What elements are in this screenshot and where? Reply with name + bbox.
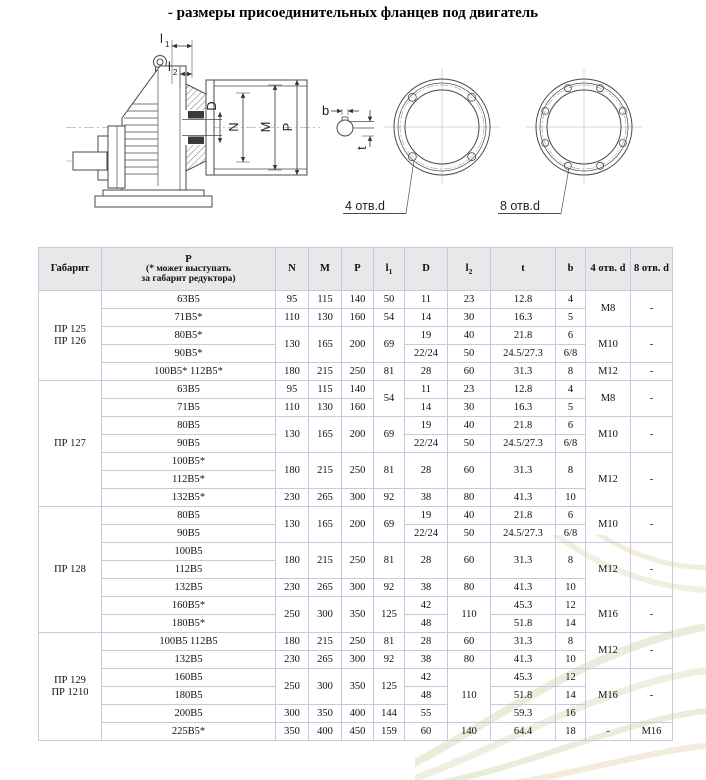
dim-label-P: P <box>280 122 295 132</box>
value-cell: 48 <box>405 615 448 633</box>
value-cell: 160 <box>342 309 374 327</box>
value-cell: 125 <box>374 597 405 633</box>
value-cell: 215 <box>309 453 342 489</box>
table-row <box>39 381 673 399</box>
value-cell: 110 <box>276 399 309 417</box>
value-cell: 40 <box>448 417 491 435</box>
col-header-gabarit: Габарит <box>39 248 102 291</box>
designation-cell: 63B5 <box>102 381 276 399</box>
group-label <box>39 507 102 633</box>
value-cell: 81 <box>374 543 405 579</box>
value-cell: 31.3 <box>491 453 556 489</box>
value-cell: 450 <box>342 723 374 741</box>
value-cell: 23 <box>448 291 491 309</box>
value-cell: - <box>631 507 673 543</box>
value-cell: 23 <box>448 381 491 399</box>
value-cell: 215 <box>309 633 342 651</box>
value-cell: 140 <box>342 381 374 399</box>
value-cell: 115 <box>309 291 342 309</box>
value-cell: 64.4 <box>491 723 556 741</box>
value-cell: 12 <box>556 669 586 687</box>
value-cell: 28 <box>405 633 448 651</box>
value-cell: 24.5/27.3 <box>491 435 556 453</box>
value-cell: 30 <box>448 399 491 417</box>
value-cell: 60 <box>405 723 448 741</box>
value-cell: 11 <box>405 381 448 399</box>
col-header-l2-main: l <box>465 262 469 274</box>
value-cell: 250 <box>342 453 374 489</box>
value-cell: 200 <box>342 327 374 363</box>
technical-drawing <box>0 26 706 250</box>
value-cell: 250 <box>276 669 309 705</box>
flange-4-holes-label: 4 отв.d <box>345 199 385 213</box>
value-cell: 400 <box>342 705 374 723</box>
col-header-b: b <box>556 248 586 291</box>
value-cell: 24.5/27.3 <box>491 525 556 543</box>
table-row <box>39 579 673 597</box>
value-cell: 8 <box>556 453 586 489</box>
value-cell: 14 <box>556 687 586 705</box>
col-header-D: D <box>405 248 448 291</box>
value-cell: 14 <box>405 309 448 327</box>
value-cell: 6/8 <box>556 435 586 453</box>
value-cell: 41.3 <box>491 651 556 669</box>
dim-label-t: t <box>354 146 369 150</box>
group-label <box>39 633 102 741</box>
table-row <box>39 543 673 561</box>
value-cell: 300 <box>276 705 309 723</box>
flange-dimensions-table <box>38 247 673 741</box>
value-cell: 250 <box>276 597 309 633</box>
value-cell: 14 <box>556 615 586 633</box>
value-cell: 350 <box>309 705 342 723</box>
value-cell: M12 <box>586 543 631 597</box>
col-header-l1-sub: 1 <box>388 266 393 276</box>
value-cell: 40 <box>448 507 491 525</box>
value-cell: 38 <box>405 579 448 597</box>
value-cell: 51.8 <box>491 615 556 633</box>
value-cell: 31.3 <box>491 543 556 579</box>
designation-cell: 100B5* <box>102 453 276 471</box>
value-cell: 130 <box>276 507 309 543</box>
value-cell: M12 <box>586 453 631 507</box>
value-cell: 81 <box>374 453 405 489</box>
value-cell: 19 <box>405 507 448 525</box>
value-cell: 180 <box>276 363 309 381</box>
dim-label-l2: l <box>168 59 171 74</box>
value-cell: 8 <box>556 363 586 381</box>
value-cell: 250 <box>342 633 374 651</box>
col-header-8otv: 8 отв. d <box>631 248 673 291</box>
value-cell: 48 <box>405 687 448 705</box>
value-cell: 110 <box>276 309 309 327</box>
value-cell: M10 <box>586 327 631 363</box>
designation-cell: 200B5 <box>102 705 276 723</box>
table-row <box>39 705 673 723</box>
value-cell: 50 <box>448 345 491 363</box>
value-cell: 60 <box>448 453 491 489</box>
value-cell: - <box>631 381 673 417</box>
value-cell: 80 <box>448 489 491 507</box>
value-cell: - <box>631 417 673 453</box>
table-row <box>39 291 673 309</box>
value-cell: 22/24 <box>405 525 448 543</box>
value-cell: 31.3 <box>491 633 556 651</box>
designation-cell: 180B5 <box>102 687 276 705</box>
value-cell: 42 <box>405 669 448 687</box>
value-cell: 250 <box>342 363 374 381</box>
value-cell: M12 <box>586 363 631 381</box>
group-label-line: ПР 1210 <box>51 686 89 698</box>
value-cell: 180 <box>276 633 309 651</box>
value-cell: 5 <box>556 309 586 327</box>
designation-cell: 90B5* <box>102 345 276 363</box>
value-cell: 21.8 <box>491 327 556 345</box>
col-header-l2-sub: 2 <box>468 266 473 276</box>
value-cell: 300 <box>342 651 374 669</box>
value-cell: 230 <box>276 579 309 597</box>
value-cell: 92 <box>374 489 405 507</box>
designation-cell: 100B5* 112B5* <box>102 363 276 381</box>
col-header-designation <box>102 248 276 291</box>
value-cell: 28 <box>405 543 448 579</box>
value-cell: 22/24 <box>405 345 448 363</box>
table-row <box>39 669 673 687</box>
value-cell: M16 <box>631 723 673 741</box>
designation-cell: 225B5* <box>102 723 276 741</box>
col-header-l1 <box>374 248 405 291</box>
col-header-designation-note1: (* может выступать <box>146 263 231 274</box>
table-row <box>39 507 673 525</box>
value-cell: 28 <box>405 363 448 381</box>
value-cell: 144 <box>374 705 405 723</box>
value-cell: - <box>631 363 673 381</box>
dim-label-N: N <box>226 122 241 132</box>
value-cell: - <box>631 597 673 633</box>
col-header-M: M <box>309 248 342 291</box>
group-label-line: ПР 128 <box>54 563 86 575</box>
table-row <box>39 597 673 615</box>
table-row <box>39 453 673 471</box>
group-label-line: ПР 127 <box>54 437 86 449</box>
value-cell: 60 <box>448 363 491 381</box>
dim-label-D: D <box>204 101 219 111</box>
col-header-l1-main: l <box>385 262 389 274</box>
value-cell: M10 <box>586 507 631 543</box>
value-cell: 69 <box>374 417 405 453</box>
col-header-l2 <box>448 248 491 291</box>
value-cell: 19 <box>405 417 448 435</box>
value-cell: 130 <box>276 327 309 363</box>
value-cell: 130 <box>309 399 342 417</box>
value-cell: 6/8 <box>556 345 586 363</box>
table-row <box>39 309 673 327</box>
value-cell: 45.3 <box>491 669 556 687</box>
value-cell: 250 <box>342 543 374 579</box>
value-cell: 265 <box>309 651 342 669</box>
value-cell: 230 <box>276 651 309 669</box>
value-cell: 59.3 <box>491 705 556 723</box>
value-cell: 11 <box>405 291 448 309</box>
designation-cell: 100B5 <box>102 543 276 561</box>
value-cell: 69 <box>374 507 405 543</box>
value-cell: 110 <box>448 597 491 633</box>
value-cell: 50 <box>448 435 491 453</box>
value-cell: 265 <box>309 579 342 597</box>
designation-cell: 90B5 <box>102 435 276 453</box>
value-cell: 6 <box>556 327 586 345</box>
dim-label-b: b <box>322 103 330 118</box>
value-cell: 54 <box>374 309 405 327</box>
value-cell: 180 <box>276 453 309 489</box>
designation-cell: 160B5 <box>102 669 276 687</box>
value-cell: 159 <box>374 723 405 741</box>
value-cell: 28 <box>405 453 448 489</box>
value-cell: - <box>631 543 673 597</box>
value-cell: 300 <box>342 489 374 507</box>
value-cell: 12.8 <box>491 381 556 399</box>
value-cell: 21.8 <box>491 417 556 435</box>
value-cell: - <box>586 723 631 741</box>
value-cell: 31.3 <box>491 363 556 381</box>
value-cell: 125 <box>374 669 405 705</box>
value-cell: 200 <box>342 507 374 543</box>
value-cell: 5 <box>556 399 586 417</box>
value-cell: M8 <box>586 291 631 327</box>
value-cell: 92 <box>374 651 405 669</box>
value-cell: 55 <box>405 705 448 723</box>
table-body <box>39 291 673 741</box>
value-cell: 115 <box>309 381 342 399</box>
value-cell: 16.3 <box>491 309 556 327</box>
value-cell: 130 <box>276 417 309 453</box>
group-label-line: ПР 125 <box>54 324 86 336</box>
designation-cell: 132B5 <box>102 651 276 669</box>
designation-cell: 112B5* <box>102 471 276 489</box>
designation-cell: 112B5 <box>102 561 276 579</box>
table-row <box>39 363 673 381</box>
value-cell: 4 <box>556 381 586 399</box>
value-cell: 16 <box>556 705 586 723</box>
value-cell: 8 <box>556 633 586 651</box>
value-cell: 95 <box>276 291 309 309</box>
group-label <box>39 291 102 381</box>
value-cell: - <box>631 327 673 363</box>
value-cell: M10 <box>586 417 631 453</box>
designation-cell: 100B5 112B5 <box>102 633 276 651</box>
value-cell: 12 <box>556 597 586 615</box>
value-cell: 130 <box>309 309 342 327</box>
flange-4-holes-view <box>343 69 500 214</box>
dim-label-l1-sub: 1 <box>165 40 170 49</box>
designation-cell: 80B5 <box>102 507 276 525</box>
flange-8-holes-label: 8 отв.d <box>500 199 540 213</box>
value-cell: 42 <box>405 597 448 615</box>
value-cell: 50 <box>448 525 491 543</box>
value-cell: - <box>631 633 673 669</box>
col-header-t: t <box>491 248 556 291</box>
designation-cell: 160B5* <box>102 597 276 615</box>
designation-cell: 132B5 <box>102 579 276 597</box>
dim-label-M: M <box>258 121 273 133</box>
value-cell: 10 <box>556 579 586 597</box>
page-title: - размеры присоединительных фланцев под двигатель <box>167 5 539 21</box>
value-cell: 41.3 <box>491 579 556 597</box>
value-cell: 140 <box>342 291 374 309</box>
designation-cell: 80B5* <box>102 327 276 345</box>
value-cell: M8 <box>586 381 631 417</box>
value-cell: 41.3 <box>491 489 556 507</box>
value-cell: 50 <box>374 291 405 309</box>
col-header-designation-main: Р <box>185 253 192 265</box>
value-cell: 95 <box>276 381 309 399</box>
group-label-line: ПР 129 <box>54 675 86 687</box>
flange-8-holes-view <box>498 69 642 214</box>
value-cell: 215 <box>309 363 342 381</box>
col-header-designation-note2: за габарит редуктора) <box>141 273 236 284</box>
value-cell: 92 <box>374 579 405 597</box>
value-cell: 165 <box>309 507 342 543</box>
value-cell: M16 <box>586 597 631 633</box>
value-cell: 19 <box>405 327 448 345</box>
value-cell: 81 <box>374 633 405 651</box>
col-header-P: P <box>342 248 374 291</box>
value-cell: 60 <box>448 543 491 579</box>
designation-cell: 80B5 <box>102 417 276 435</box>
value-cell: 8 <box>556 543 586 579</box>
value-cell: 45.3 <box>491 597 556 615</box>
value-cell: 38 <box>405 651 448 669</box>
value-cell: 140 <box>448 723 491 741</box>
value-cell: 60 <box>448 633 491 651</box>
designation-cell: 132B5* <box>102 489 276 507</box>
shaft-keyway-detail <box>322 103 374 150</box>
value-cell: 300 <box>342 579 374 597</box>
value-cell: 51.8 <box>491 687 556 705</box>
value-cell: 80 <box>448 651 491 669</box>
table-header <box>39 248 673 291</box>
table-row <box>39 723 673 741</box>
designation-cell: 63B5 <box>102 291 276 309</box>
value-cell: 40 <box>448 327 491 345</box>
value-cell: 14 <box>405 399 448 417</box>
value-cell: 300 <box>309 597 342 633</box>
col-header-4otv: 4 отв. d <box>586 248 631 291</box>
value-cell: 12.8 <box>491 291 556 309</box>
value-cell: - <box>631 453 673 507</box>
value-cell: 110 <box>448 669 491 723</box>
designation-cell: 71B5* <box>102 309 276 327</box>
table-row <box>39 399 673 417</box>
designation-cell: 180B5* <box>102 615 276 633</box>
value-cell: 10 <box>556 489 586 507</box>
value-cell: M16 <box>586 669 631 723</box>
group-label-line: ПР 126 <box>54 335 86 347</box>
value-cell: M12 <box>586 633 631 669</box>
value-cell: 18 <box>556 723 586 741</box>
value-cell: 22/24 <box>405 435 448 453</box>
value-cell: 350 <box>342 669 374 705</box>
value-cell: 215 <box>309 543 342 579</box>
value-cell: 6/8 <box>556 525 586 543</box>
value-cell: 200 <box>342 417 374 453</box>
designation-cell: 90B5 <box>102 525 276 543</box>
value-cell: 81 <box>374 363 405 381</box>
value-cell: 180 <box>276 543 309 579</box>
value-cell: 80 <box>448 579 491 597</box>
value-cell: 21.8 <box>491 507 556 525</box>
value-cell: - <box>631 669 673 723</box>
value-cell: 350 <box>342 597 374 633</box>
designation-cell: 71B5 <box>102 399 276 417</box>
table-row <box>39 489 673 507</box>
value-cell: 6 <box>556 417 586 435</box>
value-cell: 38 <box>405 489 448 507</box>
col-header-N: N <box>276 248 309 291</box>
value-cell: 400 <box>309 723 342 741</box>
value-cell: 350 <box>276 723 309 741</box>
value-cell: 30 <box>448 309 491 327</box>
table-row <box>39 633 673 651</box>
table-row <box>39 651 673 669</box>
value-cell: 230 <box>276 489 309 507</box>
value-cell: 10 <box>556 651 586 669</box>
group-label <box>39 381 102 507</box>
value-cell: 165 <box>309 327 342 363</box>
value-cell: 6 <box>556 507 586 525</box>
value-cell: - <box>631 291 673 327</box>
value-cell: 69 <box>374 327 405 363</box>
table-row <box>39 327 673 345</box>
table-row <box>39 417 673 435</box>
value-cell: 16.3 <box>491 399 556 417</box>
dim-label-l1: l <box>160 31 163 46</box>
value-cell: 54 <box>374 381 405 417</box>
value-cell: 265 <box>309 489 342 507</box>
value-cell: 24.5/27.3 <box>491 345 556 363</box>
value-cell: 4 <box>556 291 586 309</box>
dim-label-l2-sub: 2 <box>173 68 178 77</box>
value-cell: 165 <box>309 417 342 453</box>
value-cell: 300 <box>309 669 342 705</box>
value-cell: 160 <box>342 399 374 417</box>
